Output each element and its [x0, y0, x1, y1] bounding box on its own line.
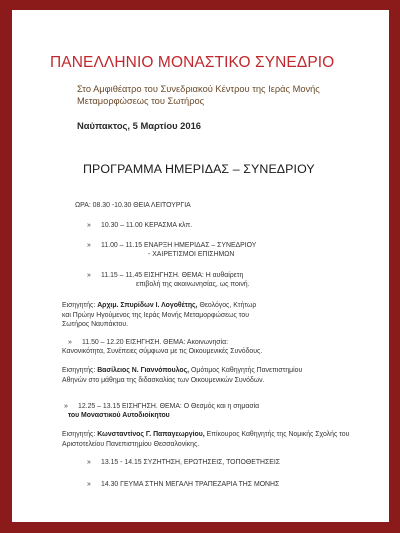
- document-page: [12, 10, 389, 522]
- speaker-2: [62, 366, 316, 385]
- schedule-item-text: 10.30 – 11.00 ΚΕΡΑΣΜΑ κλπ.: [101, 222, 193, 229]
- bullet-icon: »: [87, 481, 91, 488]
- program-title: ΠΡΟΓΡΑΜΜΑ ΗΜΕΡΙΔΑΣ – ΣΥΝΕΔΡΙΟΥ: [83, 162, 315, 176]
- speaker-label: Εισηγητής:: [62, 431, 96, 438]
- venue-text: Στο Αμφιθέατρο του Συνεδριακού Κέντρου της Ιεράς Μονής Μεταμορφώσεως του Σωτήρος: [77, 84, 320, 106]
- speaker-name: Αρχιμ. Σπυρίδων Ι. Λογοθέτης,: [97, 302, 198, 309]
- speaker-1: [62, 301, 266, 330]
- schedule-item-liturgy: ΩΡΑ: 08.30 -10.30 ΘΕΙΑ ΛΕΙΤΟΥΡΓΙΑ: [75, 202, 191, 209]
- schedule-item-refreshments: [87, 221, 192, 231]
- date-line: Ναύπακτος, 5 Μαρτίου 2016: [77, 120, 201, 131]
- schedule-item-text: 11.50 – 12.20 ΕΙΣΗΓΗΣΗ. ΘΕΜΑ: Ακοινωνησία:: [82, 339, 228, 346]
- speaker-title: Θεολόγος, Κτήτωρ και Πρώην Ηγούμενος της Ιεράς Μονής Μεταμορφώσεως του Σωτήρος Ναυπάκτου.: [62, 302, 257, 329]
- document-title: ΠΑΝΕΛΛΗΝΙΟ ΜΟΝΑΣΤΙΚΟ ΣΥΝΕΔΡΙΟ: [50, 54, 335, 71]
- schedule-item-talk-2-cont: Κανονικότητα, Συνέπειες σύμφωνα με τις Οικουμενικές Συνόδους.: [62, 348, 263, 355]
- bullet-icon: »: [87, 272, 91, 279]
- schedule-item-talk-1-cont: επιβολή της ακοινωνησίας, ως ποινή.: [136, 281, 250, 288]
- schedule-item-lunch: [87, 480, 279, 490]
- schedule-item-text: 12.25 – 13.15 ΕΙΣΗΓΗΣΗ. ΘΕΜΑ: Ο Θεσμός και η σημασία: [78, 403, 260, 410]
- speaker-title: Επίκουρος Καθηγητής της Νομικής Σχολής του Αριστοτελείου Πανεπιστημίου Θεσσαλονίκης.: [62, 431, 350, 448]
- bullet-icon: »: [87, 459, 91, 466]
- schedule-item-discussion: [87, 458, 280, 468]
- speaker-3: [62, 430, 352, 449]
- bullet-icon: »: [87, 242, 91, 249]
- bullet-icon: »: [64, 403, 68, 410]
- schedule-item-opening-cont: - ΧΑΙΡΕΤΙΣΜΟΙ ΕΠΙΣΗΜΩΝ: [148, 251, 235, 258]
- schedule-item-text: 13.15 - 14.15 ΣΥΖΗΤΗΣΗ, ΕΡΩΤΗΣΕΙΣ, ΤΟΠΟΘΕΤΗΣΕΙΣ: [101, 459, 281, 466]
- speaker-label: Εισηγητής:: [62, 367, 96, 374]
- schedule-item-talk-3-cont: [68, 411, 170, 421]
- speaker-name: Βασίλειος Ν. Γιαννόπουλος,: [97, 367, 190, 374]
- schedule-item-text: 14.30 ΓΕΥΜΑ ΣΤΗΝ ΜΕΓΑΛΗ ΤΡΑΠΕΖΑΡΙΑ ΤΗΣ ΜΟΝΗΣ: [101, 481, 280, 488]
- talk-3-topic: του Μοναστικού Αυτοδιοίκητου: [68, 412, 170, 419]
- bullet-icon: »: [87, 222, 91, 229]
- bullet-icon: »: [68, 339, 72, 346]
- schedule-item-text: 11.15 – 11.45 ΕΙΣΗΓΗΣΗ. ΘΕΜΑ: Η αυθαίρετη: [101, 272, 244, 279]
- speaker-title: Ομότιμος Καθηγητής Πανεπιστημίου Αθηνών στο μάθημα της διδασκαλίας των Οικουμενικών Συνόδων.: [62, 367, 303, 384]
- speaker-name: Κωνσταντίνος Γ. Παπαγεωργίου,: [97, 431, 205, 438]
- speaker-label: Εισηγητής:: [62, 302, 96, 309]
- schedule-item-text: 11.00 – 11.15 ΕΝΑΡΞΗ ΗΜΕΡΙΔΑΣ – ΣΥΝΕΔΡΙΟΥ: [101, 242, 257, 249]
